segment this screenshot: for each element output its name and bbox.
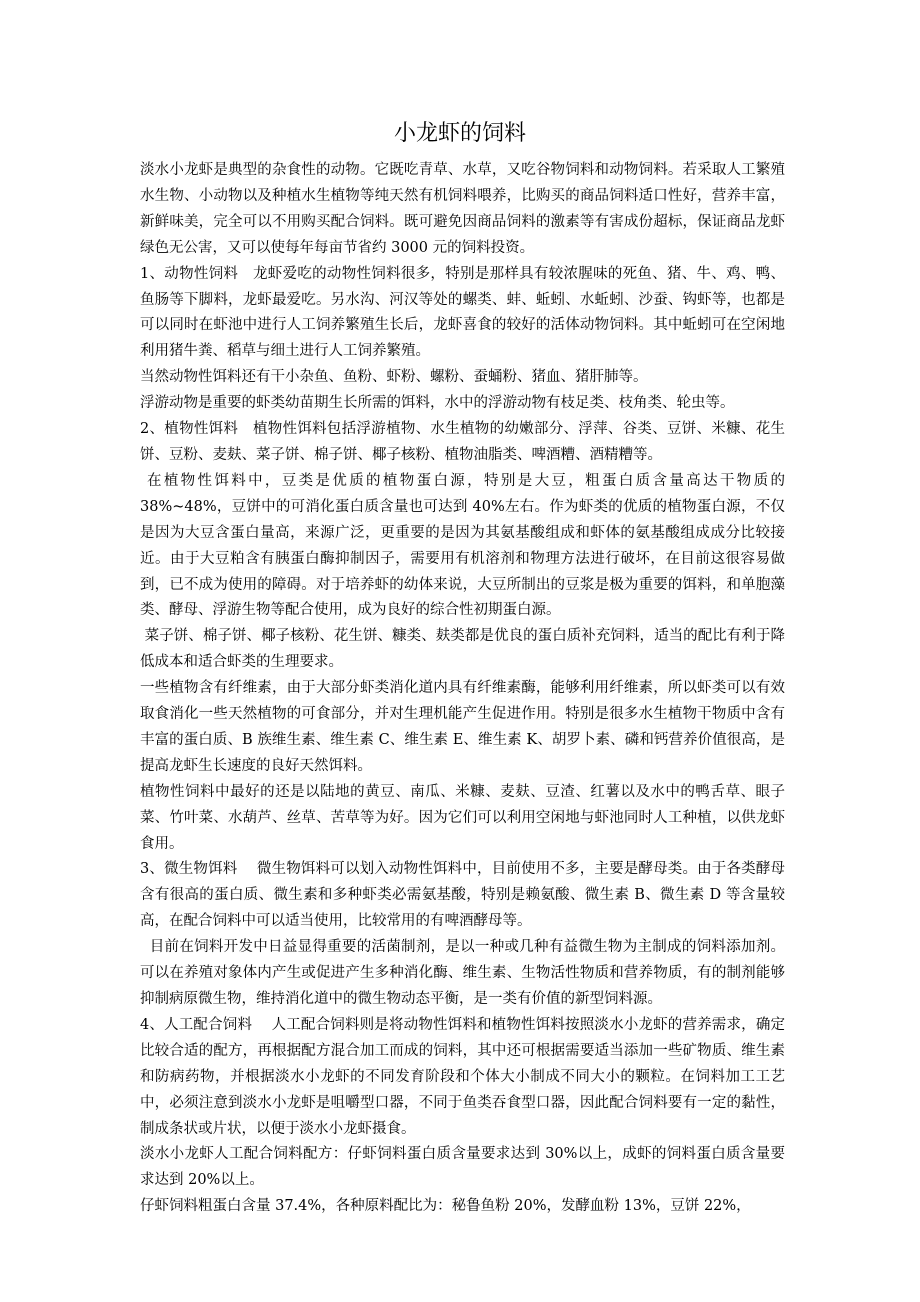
paragraph-intro: 淡水小龙虾是典型的杂食性的动物。它既吃青草、水草，又吃谷物饲料和动物饲料。若采取人工繁殖水生物、小动物以及种植水生植物等纯天然有机饲料喂养，比购买的商品饲料适口性好，营养丰富，新鲜味美，完全可以不用购买配合饲料。既可避免因商品饲料的激素等有害成份超标，保证商品龙虾绿色无公害，又可以使每年每亩节省约 3000 元的饲料投资。 [140,162,785,256]
paragraph-best-plant-feed: 植物性饲料中最好的还是以陆地的黄豆、南瓜、米糠、麦麸、豆渣、红薯以及水中的鸭舌草、眼子菜、竹叶菜、水葫芦、丝草、苦草等为好。因为它们可以利用空闲地与虾池同时人工种植，以供龙虾食用。 [140,783,785,852]
paragraph-probiotics: 目前在饲料开发中日益显得重要的活菌制剂，是以一种或几种有益微生物为主制成的饲料添加剂。可以在养殖对象体内产生或促进产生多种消化酶、维生素、生物活性物质和营养物质，有的制剂能够抑制病原微生物，维持消化道中的微生物动态平衡，是一类有价值的新型饲料源。 [140,939,786,1007]
paragraph-formula-requirements: 淡水小龙虾人工配合饲料配方：仔虾饲料蛋白质含量要求达到 30%以上，成虾的饲料蛋白质含量要求达到 20%以上。 [140,1146,785,1189]
paragraph-microbial-feed: 3、微生物饵料 微生物饵料可以划入动物性饵料中，目前使用不多，主要是酵母类。由于各类酵母含有很高的蛋白质、微生素和多种虾类必需氨基酸，特别是赖氨酸、微生素 B、微生素 D 等含量较高，在配合饲料中可以适当使用，比较常用的有啤酒酵母等。 [140,861,785,930]
paragraph-formulated-feed: 4、人工配合饲料 人工配合饲料则是将动物性饵料和植物性饵料按照淡水小龙虾的营养需求，确定比较合适的配方，再根据配方混合加工而成的饲料，其中还可根据需要适当添加一些矿物质、维生素和防病药物，并根据淡水小龙虾的不同发育阶段和个体大小制成不同大小的颗粒。在饲料加工工艺中，必须注意到淡水小龙虾是咀嚼型口器，不同于鱼类吞食型口器，因此配合饲料要有一定的黏性，制成条状或片状，以便于淡水小龙虾摄食。 [140,1016,785,1137]
document-body [140,158,790,1220]
page-title: 小龙虾的饲料 [393,121,526,146]
paragraph-cellulose: 一些植物含有纤维素，由于大部分虾类消化道内具有纤维素酶，能够利用纤维素，所以虾类可以有效取食消化一些天然植物的可食部分，并对生理机能产生促进作用。特别是很多水生植物干物质中含有丰富的蛋白质、B 族维生素、维生素 C、维生素 E、维生素 K、胡罗卜素、磷和钙营养价值很高，是提高龙虾生长速度的良好天然饵料。 [140,680,785,774]
paragraph-animal-feed: 1、动物性饲料 龙虾爱吃的动物性饲料很多，特别是那样具有较浓腥味的死鱼、猪、牛、鸡、鸭、鱼肠等下脚料，龙虾最爱吃。另水沟、河汉等处的螺类、蚌、蚯蚓、水蚯蚓、沙蚕、钩虾等，也都是可以同时在虾池中进行人工饲养繁殖生长后，龙虾喜食的较好的活体动物饲料。其中蚯蚓可在空闲地利用猪牛粪、稻草与细土进行人工饲养繁殖。 [140,265,785,360]
paragraph-zooplankton: 浮游动物是重要的虾类幼苗期生长所需的饵料，水中的浮游动物有枝足类、枝角类、轮虫等。 [140,395,735,412]
paragraph-animal-feed-extra: 当然动物性饵料还有干小杂鱼、鱼粉、虾粉、螺粉、蚕蛹粉、猪血、猪肝肺等。 [140,369,648,386]
paragraph-soybean: 在植物性饵料中，豆类是优质的植物蛋白源，特别是大豆，粗蛋白质含量高达干物质的 38%~48%，豆饼中的可消化蛋白质含量也可达到 40%左右。作为虾类的优质的植物蛋白源，不仅是因为大豆含蛋白量高，来源广泛，更重要的是因为其氨基酸组成和虾体的氨基酸组成成分比较接近。由于大豆粕含有胰蛋白酶抑制因子，需要用有机溶剂和物理方法进行破坏，在目前这很容易做到，已不成为使用的障碍。对于培养虾的幼体来说，大豆所制出的豆浆是极为重要的饵料，和单胞藻类、酵母、浮游生物等配合使用，成为良好的综合性初期蛋白源。 [140,472,790,619]
paragraph-juvenile-formula: 仔虾饲料粗蛋白含量 37.4%，各种原料配比为：秘鲁鱼粉 20%，发酵血粉 13%，豆饼 22%， [140,1198,751,1215]
paragraph-plant-feed: 2、植物性饵料 植物性饵料包括浮游植物、水生植物的幼嫩部分、浮萍、谷类、豆饼、米糠、花生饼、豆粉、麦麸、菜子饼、棉子饼、椰子核粉、植物油脂类、啤酒糟、酒精糟等。 [140,421,785,463]
paragraph-cakes: 菜子饼、棉子饼、椰子核粉、花生饼、糠类、麸类都是优良的蛋白质补充饲料，适当的配比有利于降低成本和适合虾类的生理要求。 [140,628,786,671]
